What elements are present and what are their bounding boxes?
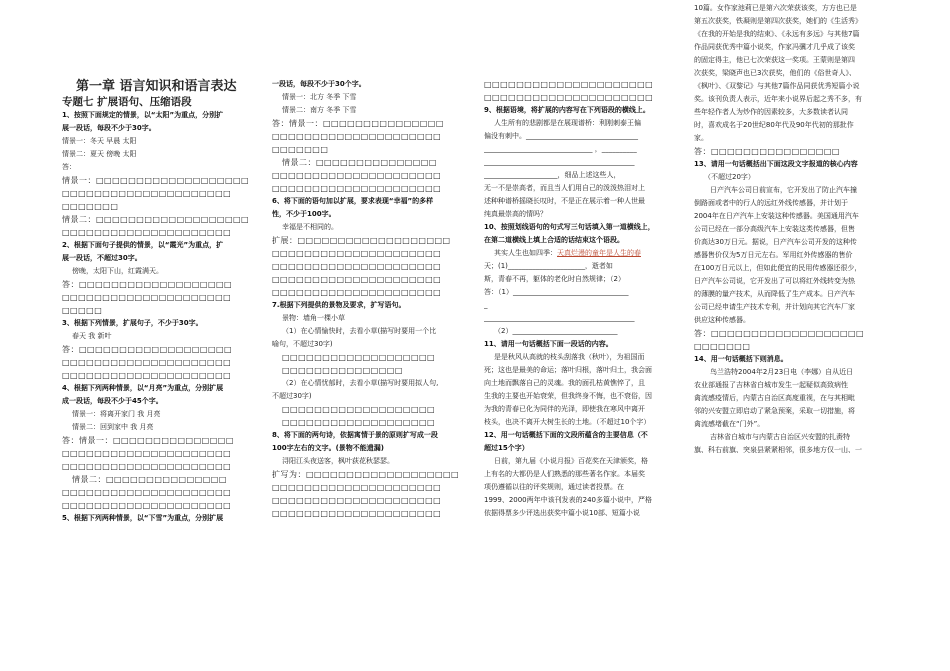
answer-box-row: □□□□□□□□□□□□□□□□□□□□□ bbox=[272, 509, 442, 518]
scene-label: 情景二： bbox=[62, 215, 96, 224]
answer-box-row: □□□□□□□□□□□□□□□□□□□□□ bbox=[272, 249, 442, 258]
question-12-cont: 超过15个字） bbox=[484, 444, 529, 452]
answer-label: 答： bbox=[62, 163, 76, 171]
answer-box-row: □□□□□□□ bbox=[694, 342, 751, 351]
question-13-cont: （不超过20字） bbox=[704, 173, 755, 181]
q14-text: 鸟兰浩特2004年2月23日电（李娜）自从近日 bbox=[710, 368, 854, 376]
scene-label: 情景一： bbox=[62, 176, 96, 185]
topic-title: 专题七 扩展语句、压缩语段 bbox=[62, 96, 192, 108]
q12-text: 家。 bbox=[694, 134, 708, 142]
q12-text: 《在我的开始是我的结束》、《永远有多远》与其他7篇 bbox=[694, 30, 860, 38]
question-3: 3、根据下列情景，扩展句子，不少于30字。 bbox=[62, 319, 203, 327]
answer-box-row: □□□□□□□□□□□□□□□ bbox=[282, 366, 403, 375]
answer-box-row: □□□□□□□□□□□□□□□□□□□□□ bbox=[272, 132, 442, 141]
question-4: 4、根据下列两种情景，以“月亮”为重点，分别扩展 bbox=[62, 384, 224, 392]
q13-text: 感器售价仅为5万日元左右。军用红外传感器的售价 bbox=[694, 251, 853, 259]
q11-text: 向土地而飘落自己的灵魂。我的面孔枯黄憔悴了，且 bbox=[484, 379, 645, 387]
answer-box-row: 情景二：□□□□□□□□□□□□□□□ bbox=[72, 475, 227, 484]
q12-text: 依据得票多少评选出获奖中篇小说10部、短篇小说 bbox=[484, 509, 640, 517]
q14-text: 邻的兴安盟立即启动了紧急预案，采取一切措施，将 bbox=[694, 407, 855, 415]
q1-scene-1: 情景一：冬天 早晨 太阳 bbox=[62, 137, 137, 145]
q13-text: 公司已经申请生产技术专利，并计划向其它汽车厂家 bbox=[694, 303, 855, 311]
answer-box-row: 答：□□□□□□□□□□□□□□□□□□□ bbox=[62, 280, 233, 289]
question-6: 6、将下面的语句加以扩展，要求表现“幸福”的多样 bbox=[272, 197, 434, 205]
answer-box-row: □□□□□□□ bbox=[62, 202, 119, 211]
answer-box-row: □□□□□□□□□□□□□□□□□□□□□ bbox=[272, 496, 442, 505]
q11-text: 是是秋风从高就的枝头刮落我（秋叶），为祖国而 bbox=[494, 353, 645, 361]
q12-text: 1999、2000两年中该刊发表的240多篇小说中，严格 bbox=[484, 496, 652, 504]
answer-box-row: 情景二：□□□□□□□□□□□□□□□□□□□ bbox=[62, 215, 250, 224]
answer-box-row: 情景一：□□□□□□□□□□□□□□□□□□□ bbox=[62, 176, 250, 185]
q14-text: 农业部通报了吉林省白城市发生一起疑似高致病性 bbox=[694, 381, 848, 389]
answer-box-row: 答：□□□□□□□□□□□□□□□□□□□ bbox=[694, 329, 865, 338]
q7-text: 景物：墙角一棵小草 bbox=[282, 314, 345, 322]
q7-req-2: （2）在心情忧郁时，去看小草(描写时要用拟人句, bbox=[282, 379, 439, 387]
answer-box-row: □□□□□□□□□□□□□□□□□□□□□ bbox=[62, 189, 232, 198]
q10-answer-2: （2）______________________________ bbox=[494, 327, 618, 335]
q14-text: 旗、科右前旗、突泉县紧紧相邻，很多地方仅一山、一 bbox=[694, 446, 862, 454]
question-6-cont: 性，不少于100字。 bbox=[272, 210, 336, 218]
q13-text: 日产汽车公司日前宣布，它开发出了防止汽车撞 bbox=[710, 186, 857, 194]
blank-line: ___________________________________________ bbox=[484, 158, 635, 166]
answer-box-row: □□□□□□□□□□□□□□□□□□□□□ bbox=[62, 228, 232, 237]
q9-text: 述种种谱桥摇晓长叹时，不是正在展示着一种人世最 bbox=[484, 197, 645, 205]
q9-text: 无一不是崇高者，而且当人们用自己的泼泼热泪对上 bbox=[484, 184, 645, 192]
q11-text: 为我的青春已化为同伴的光泽，即使我在寒风中离开 bbox=[484, 405, 645, 413]
answer-box-row: 答：情景一：□□□□□□□□□□□□□□□ bbox=[62, 436, 234, 445]
answer-box-row: □□□□□□□□□□□□□□□□□□□□□ bbox=[272, 288, 442, 297]
answer-box-row: □□□□□□□□□□□□□□□□□□□□□ bbox=[272, 483, 442, 492]
question-13: 13、请用一句话概括出下面这段文字报道的核心内容 bbox=[694, 160, 858, 168]
question-10: 10、按照划线语句的句式写三句话填入第一道横线上， bbox=[484, 223, 655, 231]
question-1: 1、按照下面规定的情景，以“太阳”为重点，分别扩 bbox=[62, 111, 224, 119]
answer-box-row: □□□□□□□□□□□□□□□□□□□□□ bbox=[272, 275, 442, 284]
blank-line: _ bbox=[484, 301, 488, 309]
q13-text: 的薄膜的量产技术，从而降低了生产成本。日产汽车 bbox=[694, 290, 855, 298]
question-8-cont: 100字左右的文字。(景物不能遗漏) bbox=[272, 444, 385, 452]
q10-text: 天；(1)______________________，逝者如 bbox=[484, 262, 613, 270]
answer-box-row: 答：□□□□□□□□□□□□□□□□ bbox=[694, 147, 840, 156]
q12-text: 奖。该刊负责人表示，近年来小说界后起之秀不多，有 bbox=[694, 95, 862, 103]
answer-box-row: 扩写为：□□□□□□□□□□□□□□□□□□□ bbox=[272, 470, 460, 479]
q12-text: 作品同获优秀中篇小说奖，作家冯骥才几乎成了该奖 bbox=[694, 43, 855, 51]
q12-text: 些年轻作者人为炒作的因素较多，大多数读者认同 bbox=[694, 108, 848, 116]
q7-req-1: （1）在心情愉快时，去看小草(描写时要用一个比 bbox=[282, 327, 437, 335]
q14-text: 禽流感疫情后，内蒙古自治区高度重视，在与其相毗 bbox=[694, 394, 855, 402]
column-4 bbox=[694, 0, 889, 671]
q10-text: 斯，青春不再，躯体的老化时自然规律；（2） bbox=[484, 275, 625, 283]
question-9: 9、根据语境，将扩展的内容写在下列语段的横线上。 bbox=[484, 106, 650, 114]
q12-text: 《枫叶》、《双黎记》与其他7篇作品同获优秀短篇小说 bbox=[694, 82, 860, 90]
q4-scene-2: 情景二：回到家中 我 月亮 bbox=[72, 423, 154, 431]
answer-box-row: 扩展：□□□□□□□□□□□□□□□□□□□ bbox=[272, 236, 451, 245]
q12-text: 的固定得主，他已七次荣获这一奖项。王蒙则是第四 bbox=[694, 56, 855, 64]
q10-text: 其实人生也如四季：天真烂漫的童年是人生的春 bbox=[494, 249, 641, 257]
answer-box-row: □□□□□□□□□□□□□□□□□□□□□ bbox=[62, 371, 232, 380]
q5-cont: 一段话，每段不少于30个字。 bbox=[272, 80, 366, 88]
column-2 bbox=[272, 78, 472, 671]
q13-text: 2004年在日产汽车上安装这种传感器。美国通用汽车 bbox=[694, 212, 859, 220]
question-8: 8、将下面的两句诗，依据寓情于景的原则扩写成一段 bbox=[272, 431, 438, 439]
question-2: 2、根据下面句子提供的情景，以“霞光”为重点，扩 bbox=[62, 241, 224, 249]
q12-text: 上有名的大都仍是人们熟悉的那些著名作家。本届奖 bbox=[484, 470, 645, 478]
q8-text: 浔阳江头夜送客，枫叶荻花秋瑟瑟。 bbox=[282, 457, 394, 465]
q12-text: 项仍遵循以往的评奖规则，通过读者投票。在 bbox=[484, 483, 624, 491]
q13-text: 在100万日元以上，但如此便宜的民用传感器还很少， bbox=[694, 264, 862, 272]
q4-scene-1: 情景一：将离开家门 我 月亮 bbox=[72, 410, 161, 418]
q9-text: 人生所有的悲剧都是在展现谱桥：利刚刺泰王偏 bbox=[494, 119, 641, 127]
q6-text: 幸福是不相同的。 bbox=[282, 223, 338, 231]
column-1 bbox=[62, 78, 262, 671]
answer-box-row: □□□□□□□□□□□□□□□□□□□□□ bbox=[62, 501, 232, 510]
q12-text: 时，喜欢成名于20世纪80年代及90年代初的那批作 bbox=[694, 121, 854, 129]
answer-box-row: □□□□□□□ bbox=[272, 145, 329, 154]
answer-box-row: 答：□□□□□□□□□□□□□□□□□□□ bbox=[62, 345, 233, 354]
answer-box-row: □□□□□□□□□□□□□□□□□□□ bbox=[282, 418, 436, 427]
answer-box-row: □□□□□□□□□□□□□□□□□□□□□ bbox=[272, 184, 442, 193]
q7-req-2-cont: 不超过30字) bbox=[272, 392, 312, 400]
answer-box-row: □□□□□□□□□□□□□□□□□□□□□ bbox=[62, 358, 232, 367]
q13-text: 日产汽车公司说，它开发出了可以将红外线转变为热 bbox=[694, 277, 855, 285]
question-12: 12、用一句话概括下面的文段所蕴含的主要信息（不 bbox=[484, 431, 648, 439]
answer-box-row: □□□□□ bbox=[62, 306, 103, 315]
underlined-sentence: 天真烂漫的童年是人生的春 bbox=[557, 249, 641, 257]
q1-scene-2: 情景二：夏天 傍晚 太阳 bbox=[62, 150, 137, 158]
answer-box-row: □□□□□□□□□□□□□□□□□□□ bbox=[282, 405, 436, 414]
question-5: 5、根据下列两种情景，以“下雪”为重点，分别扩展 bbox=[62, 514, 224, 522]
answer-box-row: □□□□□□□□□□□□□□□□□□□□□ bbox=[62, 462, 232, 471]
question-4-cont: 成一段话，每段不少于45个字。 bbox=[62, 397, 163, 405]
q13-text: 倒路面或者中的行人的远红外线传感器，并计划于 bbox=[694, 199, 848, 207]
q13-text: 价高达30万日元。据说，日产汽车公司开发的这种传 bbox=[694, 238, 857, 246]
question-1-cont: 展一段话，每段不少于30字。 bbox=[62, 124, 156, 132]
q12-text: 日前，第九届《小说月报》百花奖在天津颁奖，格 bbox=[494, 457, 648, 465]
q14-text: 禽流感堵截在“门外”。 bbox=[694, 420, 765, 428]
answer-box-row: □□□□□□□□□□□□□□□□□□□□□ bbox=[272, 262, 442, 271]
q9-text: 偏没有刺中。________________________________ bbox=[484, 132, 638, 140]
q9-text: _____________________，细品上述这些人， bbox=[484, 171, 621, 179]
q3-text: 春天 我 新叶 bbox=[72, 332, 112, 340]
question-10-cont: 在第二道横线上填上合适的话结束这个语段。 bbox=[484, 236, 624, 244]
q10-answer: 答：（1）_________________________________ bbox=[484, 288, 629, 296]
q12-text: 次获奖，梁晓声也已3次获奖，他们的《俗世奇人》、 bbox=[694, 69, 856, 77]
q2-text: 傍晚，太阳下山，红霞满天。 bbox=[72, 267, 163, 275]
question-7: 7.根据下列提供的景物及要求，扩写语句。 bbox=[272, 301, 406, 309]
answer-box-row: □□□□□□□□□□□□□□□□□□□□□ bbox=[62, 449, 232, 458]
q13-text: 公司已经在一部分高级汽车上安装这类传感器，但售 bbox=[694, 225, 855, 233]
blank-line: ___________________________________________ bbox=[484, 314, 635, 322]
q7-req-1-cont: 喻句，不超过30字) bbox=[272, 340, 333, 348]
q5-scene-2: 情景二：南方 冬季 下雪 bbox=[282, 106, 357, 114]
blank-line: _______________________________ ，__________ bbox=[484, 145, 637, 153]
answer-box-row: □□□□□□□□□□□□□□□□□□□□□ bbox=[272, 171, 442, 180]
answer-box-row: □□□□□□□□□□□□□□□□□□□ bbox=[282, 353, 436, 362]
question-11: 11、请用一句话概括下面一段话的内容。 bbox=[484, 340, 613, 348]
question-2-cont: 展一段话，不超过30字。 bbox=[62, 254, 142, 262]
q14-text: 吉林省白城市与内蒙古自治区兴安盟的扎赉特 bbox=[710, 433, 850, 441]
q12-text: 第五次获奖，铁凝则是第四次获奖，她们的《生活秀》 bbox=[694, 17, 862, 25]
q5-scene-1: 情景一：北方 冬季 下雪 bbox=[282, 93, 357, 101]
answer-box-row: □□□□□□□□□□□□□□□□□□□□□ bbox=[484, 93, 654, 102]
q11-text: 死；这也是最美的命运；落叶归根，落叶归土，我会面 bbox=[484, 366, 652, 374]
answer-box-row: 答：情景一：□□□□□□□□□□□□□□□ bbox=[272, 119, 444, 128]
answer-box-row: □□□□□□□□□□□□□□□□□□□□□ bbox=[62, 293, 232, 302]
q9-text: 纯真最崇高的情吗？ bbox=[484, 210, 547, 218]
column-3 bbox=[484, 0, 680, 671]
q13-text: 供应这种传感器。 bbox=[694, 316, 750, 324]
question-14: 14、用一句话概括下则消息。 bbox=[694, 355, 788, 363]
q11-text: 生我的主要也开始衰荣，但我终身不悔，也不衰俗，因 bbox=[484, 392, 652, 400]
q12-text: 10篇。女作家池莉已是第六次荣获该奖，方方也已是 bbox=[694, 4, 857, 12]
answer-box-row: □□□□□□□□□□□□□□□□□□□□□ bbox=[62, 488, 232, 497]
answer-box-row: □□□□□□□□□□□□□□□□□□□□□ bbox=[484, 80, 654, 89]
answer-box-row: 情景二：□□□□□□□□□□□□□□□ bbox=[282, 158, 437, 167]
chapter-title: 第一章 语言知识和语言表达 bbox=[76, 79, 237, 94]
q11-text: 枝头，也决不离开大树生长的土地。（不超过10个字） bbox=[484, 418, 651, 426]
